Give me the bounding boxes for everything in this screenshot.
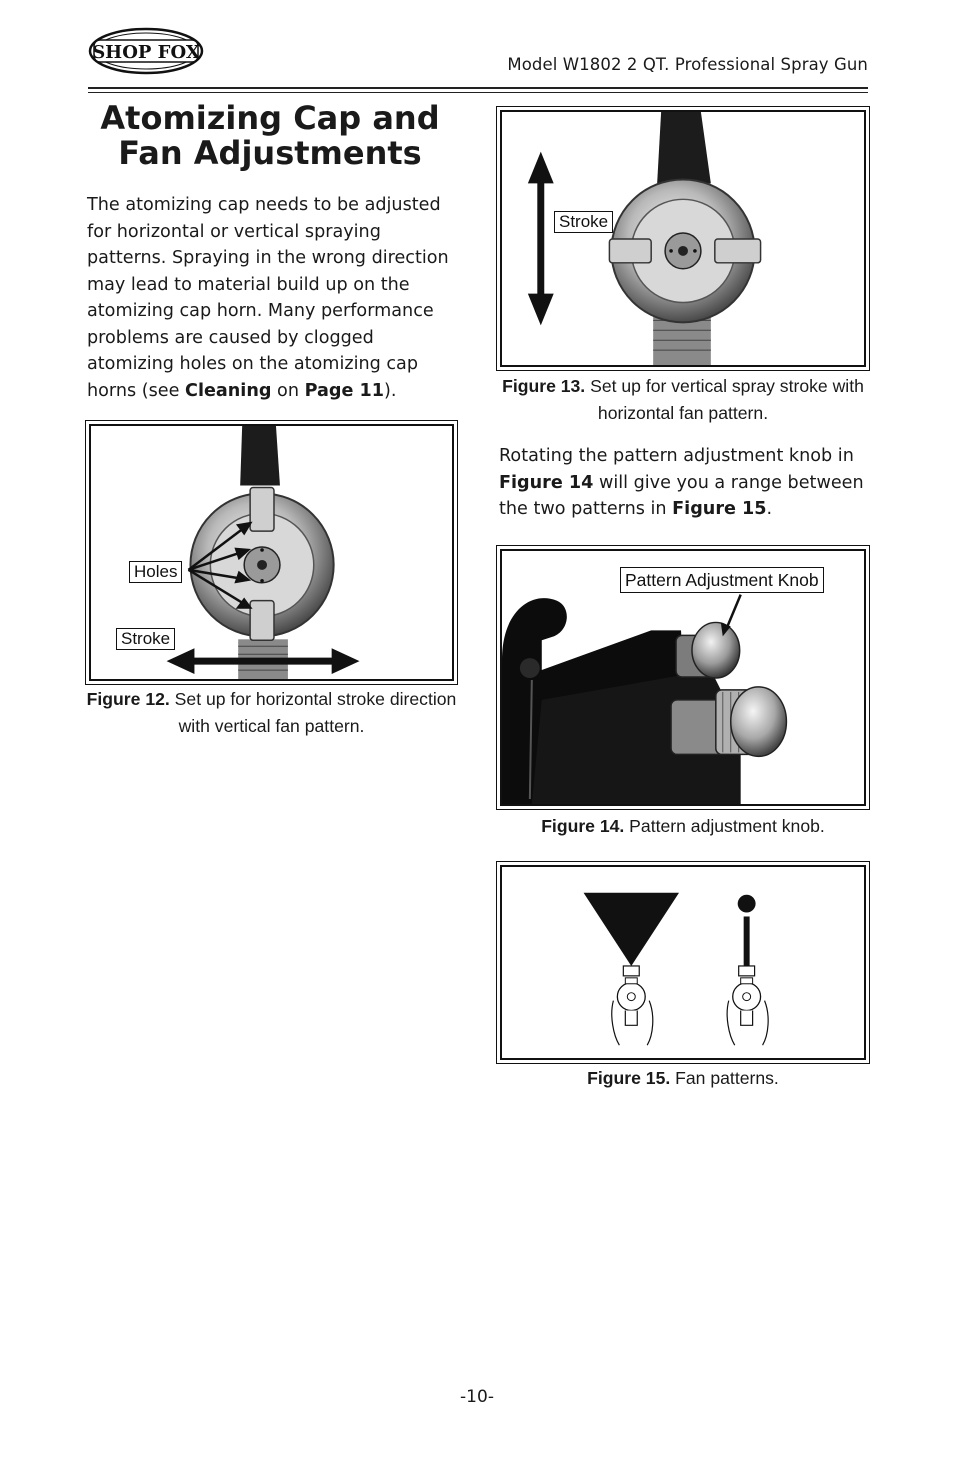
model-title: Model W1802 2 QT. Professional Spray Gun: [507, 55, 868, 74]
figure-14-caption: [496, 813, 870, 840]
figure-12: [85, 420, 458, 685]
figure-13: [496, 106, 870, 371]
figure-12-caption-text: Set up for horizontal stroke direction with vertical fan pattern.: [169, 689, 457, 736]
figure-13-caption: [496, 373, 870, 427]
figure-15-caption: [496, 1065, 870, 1092]
figure-15-illustration: [502, 867, 864, 1058]
cleaning-link: Cleaning: [185, 380, 272, 401]
figure-15-link: Figure 15: [672, 499, 767, 519]
shop-fox-logo: [88, 26, 204, 76]
header-rule: [88, 87, 868, 89]
section-title: Atomizing Cap and Fan Adjustments: [100, 99, 440, 172]
para2-end: .: [766, 499, 773, 519]
logo-text: SHOP FOX: [92, 42, 200, 63]
para1-text: The atomizing cap needs to be adjusted for horizontal or vertical spraying patterns. Spraying in the wrong direction may lead to material build up on the atomizing cap horn. Many performance problems are caused by clogged atomizing holes on the atomizing cap horns (see: [87, 195, 449, 401]
figure-14-link: Figure 14: [499, 472, 594, 493]
stroke-label: Stroke: [116, 628, 175, 650]
para1-end: ).: [384, 380, 397, 401]
figure-13-caption-label: Figure 13.: [502, 376, 586, 396]
intro-paragraph: [87, 192, 457, 404]
figure-13-illustration: [502, 112, 864, 365]
figure-14-caption-text: Pattern adjustment knob.: [624, 816, 825, 836]
page-11-link: Page 11: [304, 380, 385, 401]
wide-fan-pattern-icon: [584, 893, 679, 1045]
holes-label: Holes: [129, 561, 182, 583]
header-rule-thin: [88, 92, 868, 93]
para1-mid: on: [271, 380, 305, 401]
stroke-label: Stroke: [554, 211, 613, 233]
figure-12-caption-label: Figure 12.: [86, 689, 170, 709]
pattern-adjustment-knob-label: Pattern Adjustment Knob: [620, 567, 824, 593]
figure-15: [496, 861, 870, 1064]
figure-13-caption-text: Set up for vertical spray stroke with horizontal fan pattern.: [585, 376, 864, 423]
para2-text: Rotating the pattern adjustment knob in: [499, 446, 854, 466]
figure-12-caption: [85, 686, 458, 740]
round-pattern-icon: [727, 895, 768, 1045]
figure-14-caption-label: Figure 14.: [541, 816, 625, 836]
figure-15-caption-label: Figure 15.: [587, 1068, 671, 1088]
figure-14: [496, 545, 870, 810]
pattern-paragraph: [499, 443, 869, 523]
para2-mid: will give you a range between the two patterns in: [499, 472, 864, 519]
page-number: -10-: [460, 1387, 494, 1407]
figure-15-caption-text: Fan patterns.: [670, 1068, 779, 1088]
